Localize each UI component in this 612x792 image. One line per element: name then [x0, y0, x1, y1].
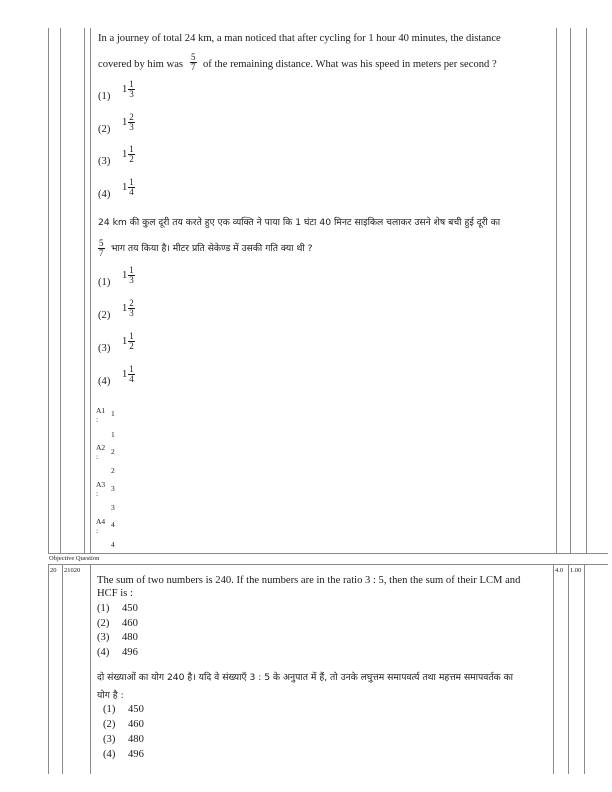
q20-english-line2: HCF is :	[97, 588, 133, 599]
table-border-right2	[570, 28, 571, 553]
answer-value: 4	[111, 520, 115, 529]
option-value: 450	[122, 603, 138, 614]
option-value: 496	[128, 749, 144, 760]
q19-english-line2-post: of the remaining distance. What was his speed in meters per second ?	[203, 59, 497, 70]
question-number: 20	[50, 567, 57, 574]
answer-label: A2	[96, 443, 106, 452]
option-label: (1)	[98, 91, 111, 102]
option-value-mixed-fraction: 1 $\frac{1}{3}$	[122, 265, 134, 285]
row2-border-right1	[553, 564, 554, 774]
option-label: (1)	[98, 277, 111, 288]
option-value-mixed-fraction: 1 $\frac{1}{2}$	[122, 144, 134, 164]
option-label: (3)	[98, 343, 111, 354]
option-label: (2)	[98, 124, 111, 135]
answer-repeat: 1	[111, 430, 115, 439]
row2-border-right2	[568, 564, 569, 774]
question-marks: 4.0	[555, 567, 564, 574]
option-label: (2)	[97, 618, 110, 629]
answer-colon: :	[96, 526, 99, 535]
option-value: 496	[122, 647, 138, 658]
q20-english-line1: The sum of two numbers is 240. If the numbers are in the ratio 3 : 5, then the sum of their LCM and	[97, 575, 521, 586]
q20-hindi-line2: योग है :	[97, 690, 124, 701]
table-border-left	[48, 28, 49, 553]
table-border-col2	[84, 28, 85, 553]
row2-border-col2	[90, 564, 91, 774]
answer-value: 1	[111, 409, 115, 418]
answer-colon: :	[96, 489, 99, 498]
answer-label: A4	[96, 517, 106, 526]
option-label: (2)	[103, 719, 116, 730]
option-value: 480	[128, 734, 144, 745]
option-value-mixed-fraction: 1 $\frac{1}{4}$	[122, 177, 134, 197]
option-value-mixed-fraction: 1 $\frac{2}{3}$	[122, 298, 134, 318]
option-label: (4)	[103, 749, 116, 760]
option-value-mixed-fraction: 1 $\frac{1}{4}$	[122, 364, 134, 384]
option-label: (3)	[98, 156, 111, 167]
answer-label: A3	[96, 480, 106, 489]
option-label: (3)	[97, 632, 110, 643]
q19-hindi-line2: भाग तय किया है। मीटर प्रति सेकेण्ड में उसकी गति क्या थी ?	[111, 243, 313, 254]
option-label: (1)	[97, 603, 110, 614]
row2-border-right3	[584, 564, 585, 774]
answer-colon: :	[96, 415, 99, 424]
q19-hindi-line1: 24 km की कुल दूरी तय करते हुए एक व्यक्ति ने पाया कि 1 घंटा 40 मिनट साइकिल चलाकर उसने शेष बची हुई दूरी का	[98, 217, 501, 228]
question-type-label: Objective Question	[49, 555, 100, 562]
option-value: 450	[128, 704, 144, 715]
table-border-right1	[556, 28, 557, 553]
table-border-right3	[586, 28, 587, 553]
option-value-mixed-fraction: 1 $\frac{2}{3}$	[122, 112, 134, 132]
option-label: (4)	[97, 647, 110, 658]
q19-hindi-fraction: $\frac{5}{7}$	[99, 238, 104, 258]
answer-repeat: 2	[111, 466, 115, 475]
q19-english-line2-pre: covered by him was	[98, 59, 184, 70]
answer-value: 2	[111, 447, 115, 456]
answer-value: 3	[111, 484, 115, 493]
option-value: 460	[128, 719, 144, 730]
table-border-col3	[90, 28, 91, 553]
row-divider-bottom	[48, 564, 608, 565]
row-divider-top	[48, 553, 608, 554]
option-label: (2)	[98, 310, 111, 321]
option-label: (1)	[103, 704, 116, 715]
option-label: (4)	[98, 376, 111, 387]
option-value: 480	[122, 632, 138, 643]
option-value-mixed-fraction: 1 $\frac{1}{3}$	[122, 79, 134, 99]
q19-fraction: $\frac{5}{7}$	[191, 52, 196, 72]
answer-repeat: 4	[111, 540, 115, 549]
table-border-col1	[60, 28, 61, 553]
row2-border-col1	[62, 564, 63, 774]
q19-english-line1: In a journey of total 24 km, a man noticed that after cycling for 1 hour 40 minutes, the distance	[98, 33, 501, 44]
q20-hindi-line1: दो संख्याओं का योग 240 है। यदि वे संख्याएँ 3 : 5 के अनुपात में हैं, तो उनके लघुत्तम समापवर्त्य तथा महत्तम समापवर्तक का	[97, 672, 514, 683]
option-value: 460	[122, 618, 138, 629]
answer-label: A1	[96, 406, 106, 415]
option-value-mixed-fraction: 1 $\frac{1}{2}$	[122, 331, 134, 351]
option-label: (4)	[98, 189, 111, 200]
question-negative-marks: 1.00	[570, 567, 582, 574]
answer-repeat: 3	[111, 503, 115, 512]
answer-colon: :	[96, 452, 99, 461]
row2-border-left	[48, 564, 49, 774]
option-label: (3)	[103, 734, 116, 745]
question-id: 21020	[64, 567, 81, 574]
